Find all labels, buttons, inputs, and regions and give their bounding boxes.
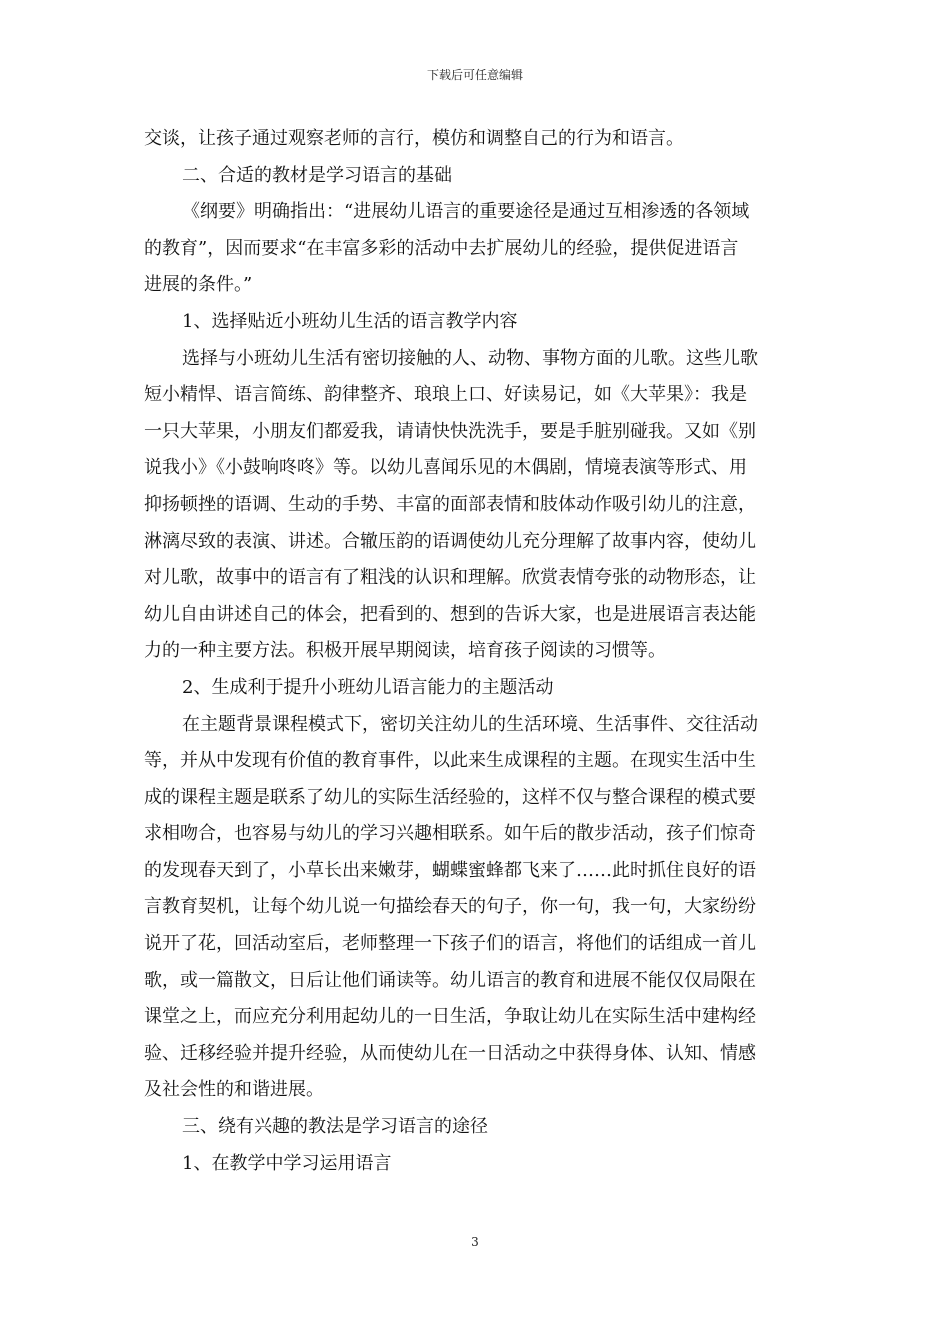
text-line: 一只大苹果，小朋友们都爱我，请请快快洗洗手，要是手脏别碰我。又如《别	[144, 420, 756, 442]
text-line: 《纲要》明确指出：“进展幼儿语言的重要途径是通过互相渗透的各领域	[182, 201, 750, 223]
text-line: 短小精悍、语言简练、韵律整齐、琅琅上口、好读易记，如《大苹果》：我是	[144, 384, 747, 406]
text-line: 淋漓尽致的表演、讲述。合辙压韵的语调使幼儿充分理解了故事内容，使幼儿	[144, 530, 756, 552]
text-line: 的发现春天到了，小草长出来嫩芽，蝴蝶蜜蜂都飞来了……此时抓住良好的语	[144, 859, 756, 881]
text-line: 及社会性的和谐进展。	[144, 1079, 324, 1101]
subsection-heading: 1、在教学中学习运用语言	[182, 1152, 392, 1174]
text-line: 歌，或一篇散文，日后让他们诵读等。幼儿语言的教育和进展不能仅仅局限在	[144, 969, 756, 991]
text-line: 进展的条件。”	[144, 274, 253, 296]
text-line: 力的一种主要方法。积极开展早期阅读，培育孩子阅读的习惯等。	[144, 640, 666, 662]
text-line: 成的课程主题是联系了幼儿的实际生活经验的，这样不仅与整合课程的模式要	[144, 786, 756, 808]
text-line: 对儿歌，故事中的语言有了粗浅的认识和理解。欣赏表情夸张的动物形态，让	[144, 567, 756, 589]
text-line: 抑扬顿挫的语调、生动的手势、丰富的面部表情和肢体动作吸引幼儿的注意，	[144, 493, 756, 515]
text-line: 验、迁移经验并提升经验，从而使幼儿在一日活动之中获得身体、认知、情感	[144, 1042, 756, 1064]
text-line: 等，并从中发现有价值的教育事件，以此来生成课程的主题。在现实生活中生	[144, 750, 756, 772]
subsection-heading: 2、生成利于提升小班幼儿语言能力的主题活动	[182, 676, 554, 698]
text-line: 说开了花，回活动室后，老师整理一下孩子们的语言，将他们的话组成一首儿	[144, 933, 756, 955]
text-line: 的教育”，因而要求“在丰富多彩的活动中去扩展幼儿的经验，提供促进语言	[144, 237, 739, 259]
text-line: 交谈，让孩子通过观察老师的言行，模仿和调整自己的行为和语言。	[144, 128, 684, 149]
document-body	[144, 121, 807, 1182]
text-line: 幼儿自由讲述自己的体会，把看到的、想到的告诉大家，也是进展语言表达能	[144, 603, 756, 625]
text-line: 选择与小班幼儿生活有密切接触的人、动物、事物方面的儿歌。这些儿歌	[182, 347, 758, 369]
page-header: 下载后可任意编辑	[426, 68, 523, 82]
text-line: 在主题背景课程模式下，密切关注幼儿的生活环境、生活事件、交往活动	[182, 713, 758, 735]
text-line: 课堂之上，而应充分利用起幼儿的一日生活，争取让幼儿在实际生活中建构经	[144, 1006, 756, 1028]
text-line: 言教育契机，让每个幼儿说一句描绘春天的句子，你一句，我一句，大家纷纷	[144, 896, 756, 918]
subsection-heading: 1、选择贴近小班幼儿生活的语言教学内容	[182, 310, 518, 332]
text-line: 说我小》《小鼓响咚咚》等。以幼儿喜闻乐见的木偶剧，情境表演等形式、用	[144, 457, 747, 479]
text-line: 求相吻合，也容易与幼儿的学习兴趣相联系。如午后的散步活动，孩子们惊奇	[144, 823, 756, 845]
section-heading: 二、合适的教材是学习语言的基础	[182, 164, 452, 186]
section-heading: 三、绕有兴趣的教法是学习语言的途径	[182, 1116, 488, 1138]
page-number: 3	[471, 1235, 479, 1249]
